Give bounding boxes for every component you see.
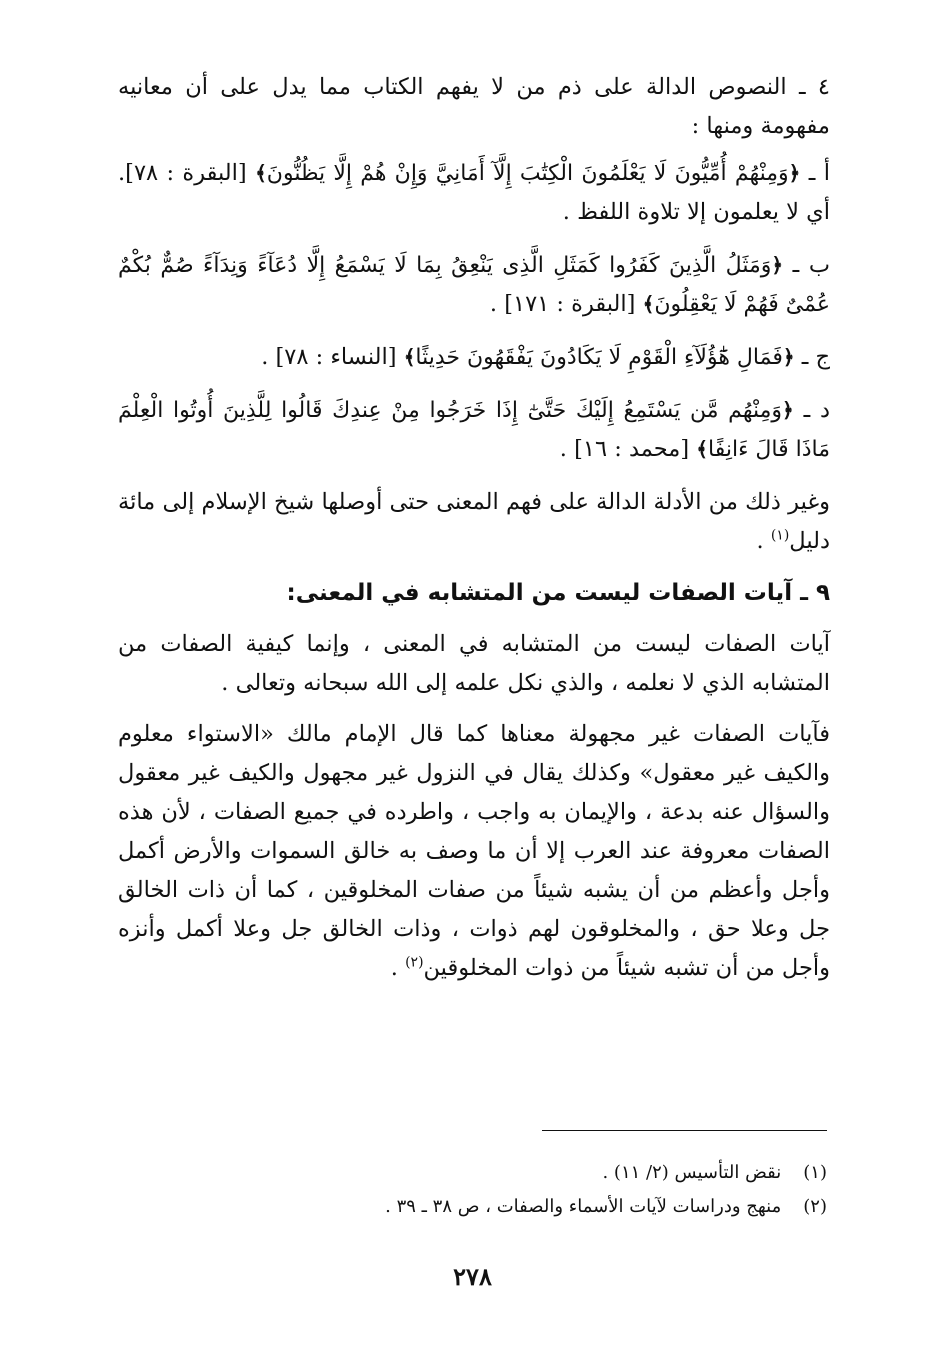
item-reference: [النساء : ٧٨] .: [261, 344, 397, 370]
conclusion-text: وغير ذلك من الأدلة الدالة على فهم المعنى حتى أوصلها شيخ الإسلام إلى مائة دليل: [118, 489, 830, 554]
footnote-number: (٢): [803, 1196, 827, 1217]
item-reference: [البقرة : ١٧١] .: [489, 291, 636, 317]
ornate-bracket-open: ﴿: [782, 345, 795, 369]
quran-verse: وَمِنْهُم مَّن يَسْتَمِعُ إِلَيْكَ حَتَّىٰٓ إِذَا خَرَجُوا مِنْ عِندِكَ قَالُوا لِلَّذِينَ أُوتُوا الْعِلْمَ مَاذَا قَالَ ءَانِفًا: [118, 398, 830, 462]
conclusion-end: .: [756, 528, 771, 554]
section-paragraph-2: [118, 715, 830, 988]
ornate-bracket-open: ﴿: [788, 161, 801, 185]
section-paragraph-2-end: .: [390, 955, 406, 981]
ornate-bracket-close: ﴾: [403, 345, 416, 369]
ornate-bracket-open: ﴿: [771, 253, 784, 277]
footnote-text: نقض التأسيس (٢/ ١١) .: [602, 1162, 782, 1183]
footnote-divider: [542, 1130, 827, 1131]
footnote-text: منهج ودراسات لآيات الأسماء والصفات ، ص ٣٨ ـ ٣٩ .: [385, 1196, 782, 1217]
item-letter: د ـ: [803, 397, 830, 423]
item-d: [118, 391, 830, 469]
quran-verse: فَمَالِ هَٰٓؤُلَآءِ الْقَوْمِ لَا يَكَادُونَ يَفْقَهُونَ حَدِيثًا: [415, 345, 783, 370]
item-letter: أ ـ: [808, 160, 830, 186]
ornate-bracket-open: ﴿: [782, 398, 794, 422]
conclusion-paragraph: [118, 483, 830, 561]
footnote-1: [115, 1156, 827, 1190]
intro-text: ٤ ـ النصوص الدالة على ذم من لا يفهم الكتاب مما يدل على أن معانيه مفهومة ومنها :: [118, 74, 830, 139]
footnote-ref-1[interactable]: (١): [770, 527, 790, 544]
intro-paragraph: [118, 68, 830, 146]
ornate-bracket-close: ﴾: [255, 161, 267, 185]
section-paragraph-2-text: فآيات الصفات غير مجهولة معناها كما قال الإمام مالك «الاستواء معلوم والكيف غير معقول» وكذلك يقال في النزول غير مجهول والكيف غير معقول والسؤال عنه بدعة ، والإيمان به واجب ، واطرده في جميع الصفات ، لأن هذه الصفات معروفة عند العرب إلا أن ما وصف به خالق السموات والأرض أكمل وأجل وأعظم من أن يشبه شيئاً من صفات المخلوقين ، كما أن ذات الخالق جل وعلا حق ، والمخلوقون لهم ذوات ، وذات الخالق جل وعلا أكمل وأنزه وأجل من أن تشبه شيئاً من ذوات المخلوقين: [118, 721, 830, 981]
section-paragraph-1: [118, 625, 830, 703]
item-b: [118, 246, 830, 324]
item-letter: ب ـ: [792, 252, 831, 278]
ornate-bracket-close: ﴾: [696, 437, 708, 461]
item-reference: [محمد : ١٦] .: [559, 436, 690, 462]
quran-verse: وَمِنْهُمْ أُمِّيُّونَ لَا يَعْلَمُونَ الْكِتَٰبَ إِلَّآ أَمَانِيَّ وَإِنْ هُمْ إِلَّا يَظُنُّونَ: [266, 161, 789, 186]
section-paragraph-1-text: آيات الصفات ليست من المتشابه في المعنى ، وإنما كيفية الصفات من المتشابه الذي لا نعلمه ، والذي نكل علمه إلى الله سبحانه وتعالى .: [118, 631, 830, 696]
quran-verse: وَمَثَلُ الَّذِينَ كَفَرُوا كَمَثَلِ الَّذِى يَنْعِقُ بِمَا لَا يَسْمَعُ إِلَّا دُعَآءً وَنِدَآءً صُمٌّ بُكْمٌ عُمْىٌ فَهُمْ لَا يَعْقِلُونَ: [118, 253, 830, 317]
item-c: [118, 338, 830, 377]
footnote-2: [115, 1190, 827, 1224]
item-reference: [البقرة : ٧٨]. أي لا يعلمون إلا تلاوة اللفظ .: [118, 160, 830, 225]
section-heading: ٩ ـ آيات الصفات ليست من المتشابه في المعنى:: [286, 580, 830, 606]
ornate-bracket-close: ﴾: [642, 292, 655, 316]
item-a: [118, 154, 830, 232]
item-letter: ج ـ: [801, 344, 830, 370]
page-number: ٢٧٨: [453, 1262, 492, 1291]
footnotes: [115, 1156, 827, 1224]
footnote-number: (١): [803, 1162, 827, 1183]
footnote-ref-2[interactable]: (٢): [405, 954, 424, 971]
